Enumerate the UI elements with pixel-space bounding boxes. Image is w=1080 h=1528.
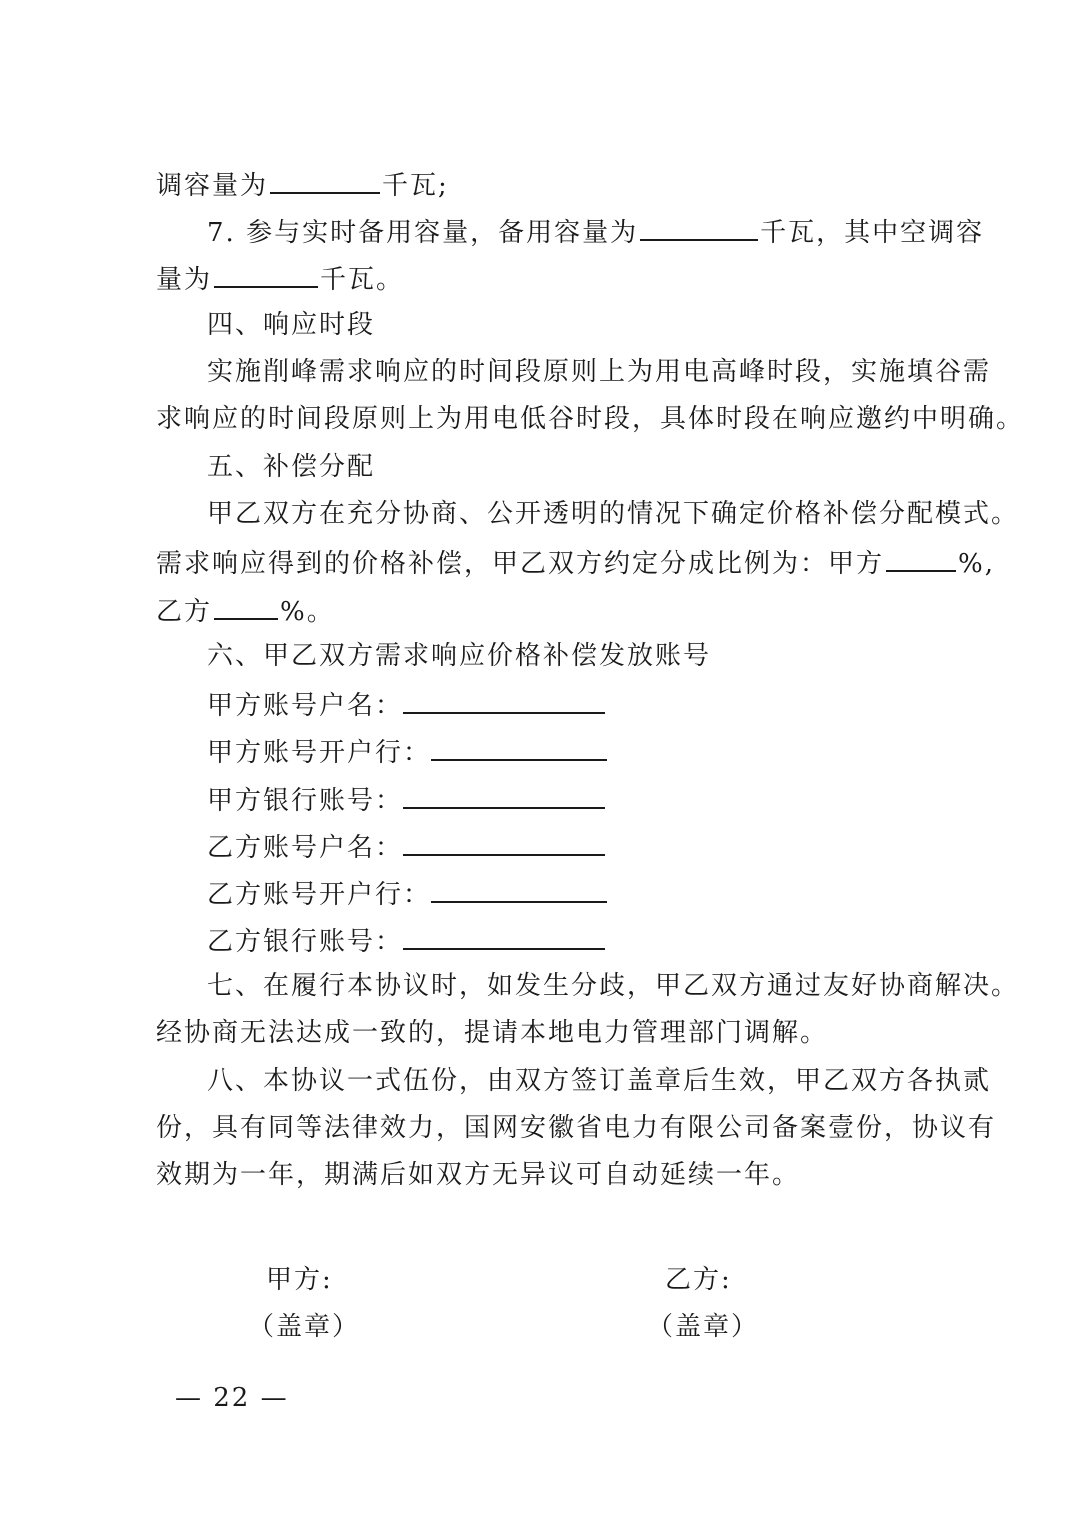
paragraph-line: 求响应的时间段原则上为用电低谷时段，具体时段在响应邀约中明确。 [156,404,1025,434]
paragraph-line: 甲乙双方在充分协商、公开透明的情况下确定价格补偿分配模式。 [207,499,1020,529]
party-a-label: 甲方: [266,1265,333,1295]
account-row [207,875,609,912]
blank-field [403,828,605,856]
text-fragment: 乙方 [156,597,213,627]
ratio-line-b [156,592,335,629]
text-fragment: 7. 参与实时备用容量，备用容量为 [207,218,639,248]
account-row [207,922,607,959]
blank-field [431,733,607,761]
blank-field [886,544,956,572]
blank-field [214,260,318,288]
party-b-label: 乙方: [665,1265,732,1295]
section-heading-6: 六、甲乙双方需求响应价格补偿发放账号 [207,641,712,671]
text-fragment: 调容量为 [156,171,269,201]
blank-field [214,592,278,620]
account-label: 甲方账号开户行： [207,738,432,768]
paragraph-line: 效期为一年，期满后如双方无异议可自动延续一年。 [156,1160,801,1190]
paragraph-line: 份，具有同等法律效力，国网安徽省电力有限公司备案壹份，协议有 [156,1113,997,1143]
paragraph-line: 实施削峰需求响应的时间段原则上为用电高峰时段，实施填谷需 [207,357,992,387]
blank-field [270,166,380,194]
blank-field [403,922,605,950]
party-b-seal: （盖章） [647,1312,760,1342]
blank-field [403,686,605,714]
blank-field [640,213,758,241]
text-fragment: 千瓦，其中空调容 [760,218,985,248]
item-7-continuation [156,260,404,297]
account-label: 甲方银行账号： [207,786,404,816]
account-label: 乙方账号户名： [207,833,404,863]
blank-field [431,875,607,903]
account-label: 乙方银行账号： [207,927,404,957]
text-fragment: 需求响应得到的价格补偿，甲乙双方约定分成比例为：甲方 [156,549,885,579]
item-7-line [207,213,984,250]
account-label: 乙方账号开户行： [207,880,432,910]
text-fragment: 千瓦; [382,171,449,201]
paragraph-line: 八、本协议一式伍份，由双方签订盖章后生效，甲乙双方各执贰 [207,1066,992,1096]
party-a-seal: （盖章） [248,1312,361,1342]
ratio-line-a [156,544,995,581]
ac-capacity-line [156,166,449,203]
page-number: — 22 — [175,1383,289,1413]
text-fragment: %, [958,549,995,579]
section-heading-5: 五、补偿分配 [207,452,376,482]
paragraph-line: 七、在履行本协议时，如发生分歧，甲乙双方通过友好协商解决。 [207,971,1020,1001]
section-heading-4: 四、响应时段 [207,310,376,340]
account-row [207,686,607,723]
paragraph-line: 经协商无法达成一致的，提请本地电力管理部门调解。 [156,1018,829,1048]
account-label: 甲方账号户名： [207,691,404,721]
account-row [207,781,607,818]
account-row [207,733,609,770]
account-row [207,828,607,865]
text-fragment: %。 [280,597,335,627]
blank-field [403,781,605,809]
text-fragment: 量为 [156,265,213,295]
text-fragment: 千瓦。 [320,265,405,295]
